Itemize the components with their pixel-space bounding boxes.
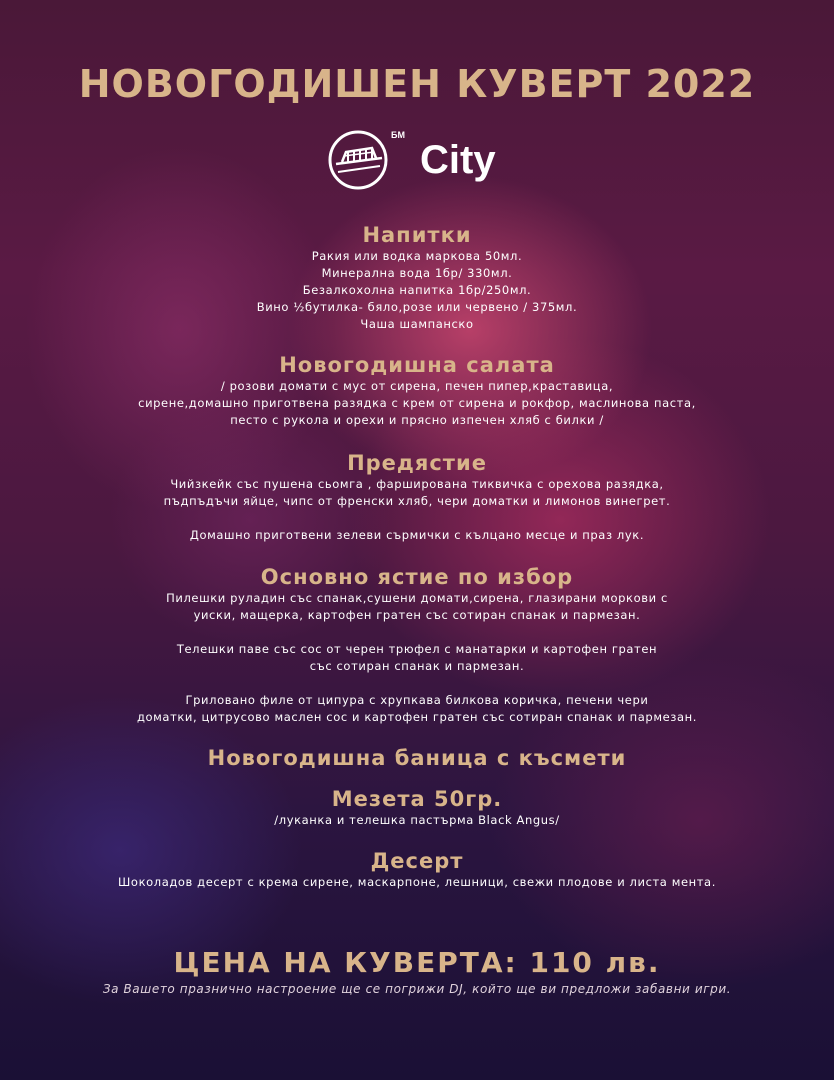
section-salad (0, 352, 834, 429)
section-starter (0, 450, 834, 544)
footnote: За Вашето празнично настроение ще се погрижи DJ, който ще ви предложи забавни игри. (102, 982, 732, 996)
menu-line: Безалкохолна напитка 1бр/250мл. (302, 283, 532, 297)
building-logo-icon (328, 128, 392, 192)
menu-line: песто с рукола и орехи и прясно изпечен хляб с билки / (230, 413, 604, 427)
section-title: Основно ястие по избор (260, 565, 574, 589)
menu-line: Вино ½бутилка- бяло,розе или червено / 375мл. (256, 300, 578, 314)
section-title: Предястие (347, 451, 487, 475)
logo-wordmark: City (420, 138, 496, 182)
menu-line: сирене,домашно приготвена разядка с крем от сирена и рокфор, маслинова паста, (138, 396, 696, 410)
menu-line: / розови домати с мус от сирена, печен пипер,краставица, (220, 379, 614, 393)
menu-line: Домашно приготвени зелеви сърмички с кълцано месце и праз лук. (189, 528, 645, 542)
logo-small-text: БМ (391, 130, 405, 140)
spacer (0, 510, 834, 527)
section-dessert (0, 848, 834, 891)
menu-line: Телешки паве със сос от черен трюфел с манатарки и картофен гратен (176, 642, 658, 656)
menu-line: пъдпъдъчи яйце, чипс от френски хляб, чери доматки и лимонов винегрет. (163, 494, 671, 508)
section-title: Десерт (370, 849, 464, 873)
section-main (0, 564, 834, 726)
menu-line: Ракия или водка маркова 50мл. (311, 249, 523, 263)
menu-line: Грилoвано филе от ципура с хрупкава билкова коричка, печени чери (185, 693, 649, 707)
section-drinks (0, 222, 834, 333)
city-logo (328, 128, 518, 192)
section-title: Новогодишна салата (279, 353, 555, 377)
section-meze (0, 786, 834, 829)
menu-line: Минерална вода 1бр/ 330мл. (321, 266, 513, 280)
menu-line: със сотиран спанак и пармезан. (309, 659, 525, 673)
section-title: Напитки (362, 223, 472, 247)
price-heading: ЦЕНА НА КУВЕРТА: 110 лв. (173, 946, 661, 979)
menu-line: Пилешки руладин със спанак,сушени домати,сирена, глазирани моркови с (166, 591, 668, 605)
menu-line: доматки, цитрусово маслен сос и картофен гратен със сотиран спанак и пармезан. (136, 710, 698, 724)
section-banitsa (0, 745, 834, 771)
menu-line: Чийзкейк със пушена сьомга , фаршировaна тиквичка с орехова разядка, (170, 477, 664, 491)
menu-line: Чаша шампанско (360, 317, 474, 331)
section-title: Мезета 50гр. (331, 787, 503, 811)
menu-line: Шоколадов десерт с крема сирене, маскарпоне, лешници, свежи плодове и листа мента. (118, 875, 716, 889)
page-title: НОВОГОДИШЕН КУВЕРТ 2022 (78, 62, 756, 106)
menu-line: /луканка и телешка пастърма Black Angus/ (274, 813, 560, 827)
spacer (0, 624, 834, 641)
spacer (0, 675, 834, 692)
menu-line: уиски, мащерка, картофен гратен със сотиран спанак и пармезан. (193, 608, 641, 622)
section-title: Новогодишна баница с късмети (207, 746, 627, 770)
